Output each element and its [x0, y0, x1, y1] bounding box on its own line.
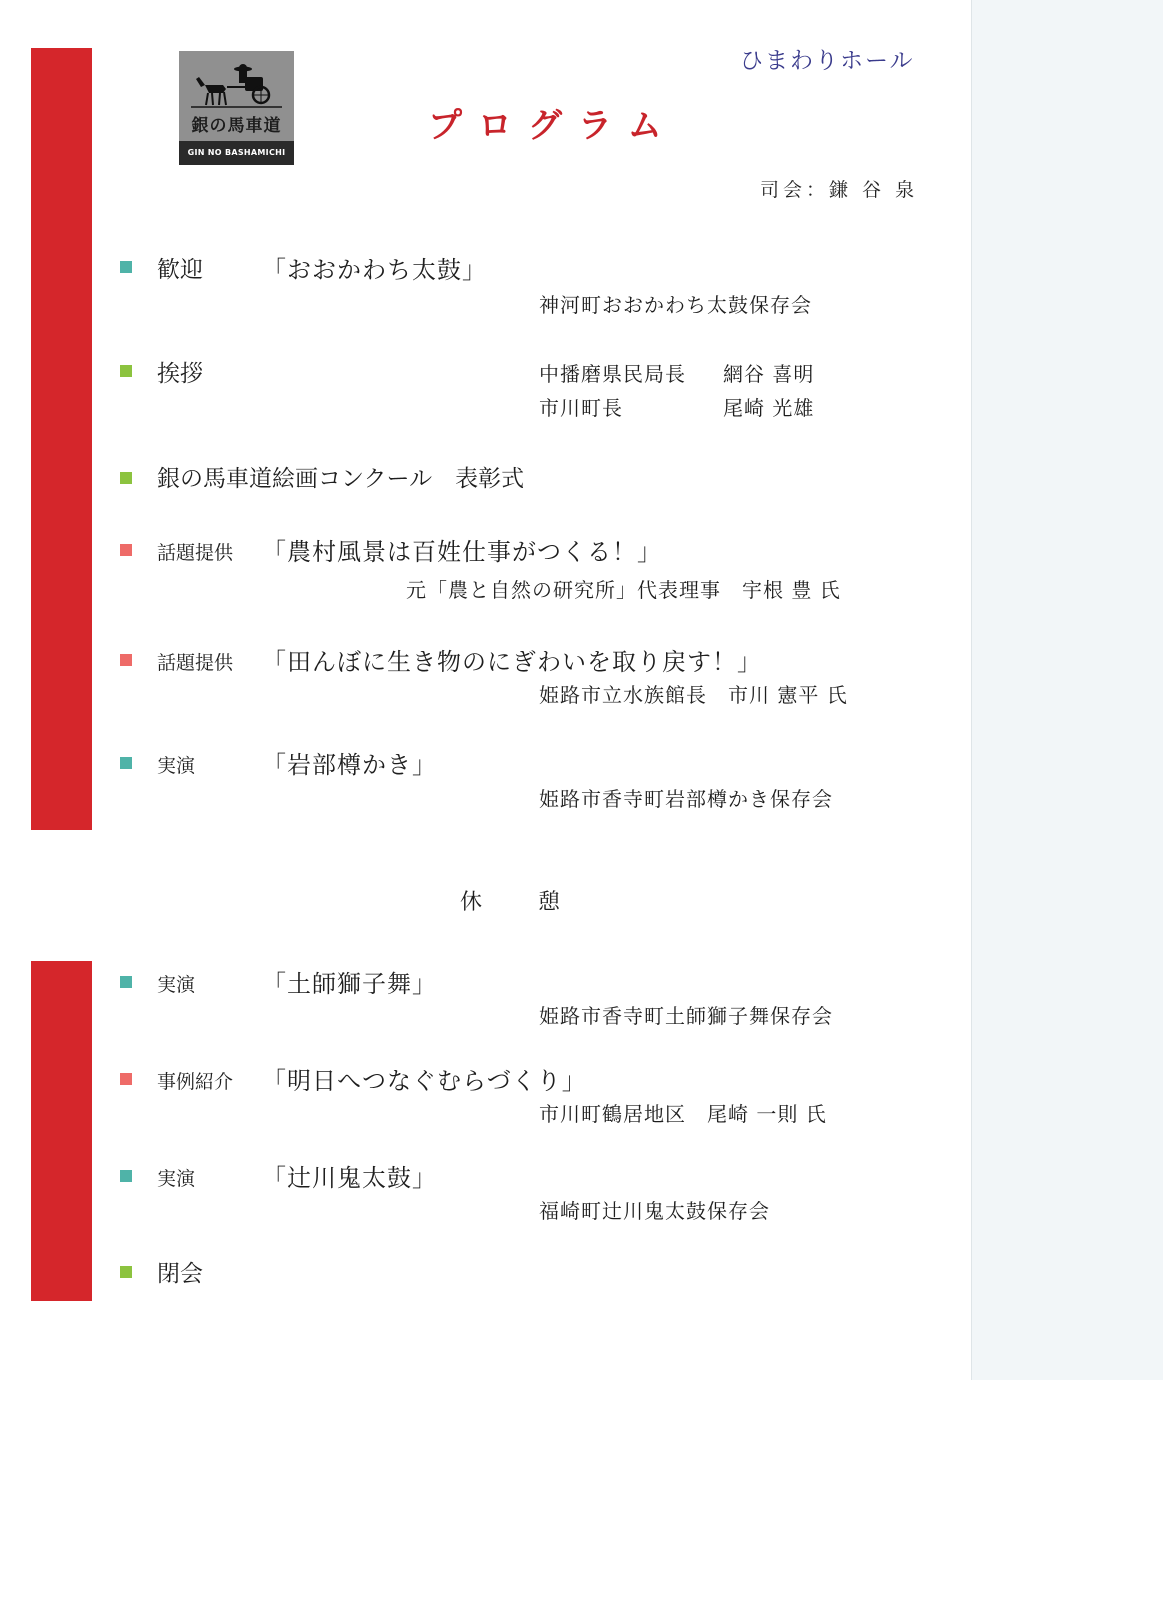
item-title-perf2: 「土師獅子舞」 [262, 970, 437, 998]
item-presenter-perf3: 福崎町辻川鬼太鼓保存会 [539, 1199, 770, 1223]
page-title: プログラム [428, 106, 678, 146]
item-label-perf2: 実演 [157, 974, 196, 996]
greeting-speaker2-role: 市川町長 [539, 396, 623, 420]
bullet-marker [120, 472, 132, 484]
break-label: 休憩 [460, 890, 617, 915]
logo-subtitle: GIN NO BASHAMICHI [187, 148, 286, 157]
item-title-perf1: 「岩部樽かき」 [262, 751, 437, 779]
item-presenter-talk1: 元「農と自然の研究所」代表理事 宇根 豊 氏 [406, 578, 841, 602]
bullet-marker [120, 1170, 132, 1182]
logo-title: 銀の馬車道 [191, 116, 282, 136]
item-presenter-perf1: 姫路市香寺町岩部樽かき保存会 [539, 787, 833, 811]
item-label-case: 事例紹介 [157, 1071, 234, 1093]
greeting-speaker2-name: 尾崎 光雄 [723, 396, 815, 420]
item-label-welcome: 歓迎 [157, 257, 203, 283]
greeting-speaker1-name: 網谷 喜明 [723, 362, 815, 386]
item-label-contest: 銀の馬車道絵画コンクール 表彰式 [157, 466, 525, 492]
item-label-perf1: 実演 [157, 755, 196, 777]
bullet-marker [120, 654, 132, 666]
red-side-bar-top [31, 48, 92, 830]
gin-no-bashamichi-logo [179, 51, 294, 165]
bullet-marker [120, 261, 132, 273]
bullet-marker [120, 1266, 132, 1278]
item-title-perf3: 「辻川鬼太鼓」 [262, 1164, 437, 1192]
item-label-talk1: 話題提供 [157, 542, 234, 564]
bullet-marker [120, 544, 132, 556]
paper-edge-shadow [972, 0, 1163, 1380]
item-presenter-case: 市川町鶴居地区 尾崎 一則 氏 [539, 1102, 827, 1126]
item-label-greeting: 挨拶 [157, 361, 203, 387]
greeting-speaker1-role: 中播磨県民局長 [539, 362, 686, 386]
bullet-marker [120, 757, 132, 769]
bullet-marker [120, 365, 132, 377]
item-label-perf3: 実演 [157, 1168, 196, 1190]
venue-name: ひまわりホール [740, 48, 915, 74]
item-presenter-talk2: 姫路市立水族館長 市川 憲平 氏 [539, 683, 848, 707]
item-presenter-welcome: 神河町おおかわち太鼓保存会 [539, 293, 812, 317]
item-title-talk2: 「田んぼに生き物のにぎわいを取り戻す！」 [262, 648, 762, 676]
bullet-marker [120, 1073, 132, 1085]
mc-credit: 司会：鎌 谷 泉 [760, 179, 919, 201]
item-title-talk1: 「農村風景は百姓仕事がつくる！」 [262, 538, 662, 566]
paper-edge-line [971, 0, 972, 1380]
item-presenter-perf2: 姫路市香寺町土師獅子舞保存会 [539, 1004, 833, 1028]
item-label-closing: 閉会 [157, 1261, 203, 1287]
item-title-welcome: 「おおかわち太鼓」 [262, 256, 487, 284]
bullet-marker [120, 976, 132, 988]
red-side-bar-bottom [31, 961, 92, 1301]
item-label-talk2: 話題提供 [157, 652, 234, 674]
item-title-case: 「明日へつなぐむらづくり」 [262, 1067, 587, 1095]
